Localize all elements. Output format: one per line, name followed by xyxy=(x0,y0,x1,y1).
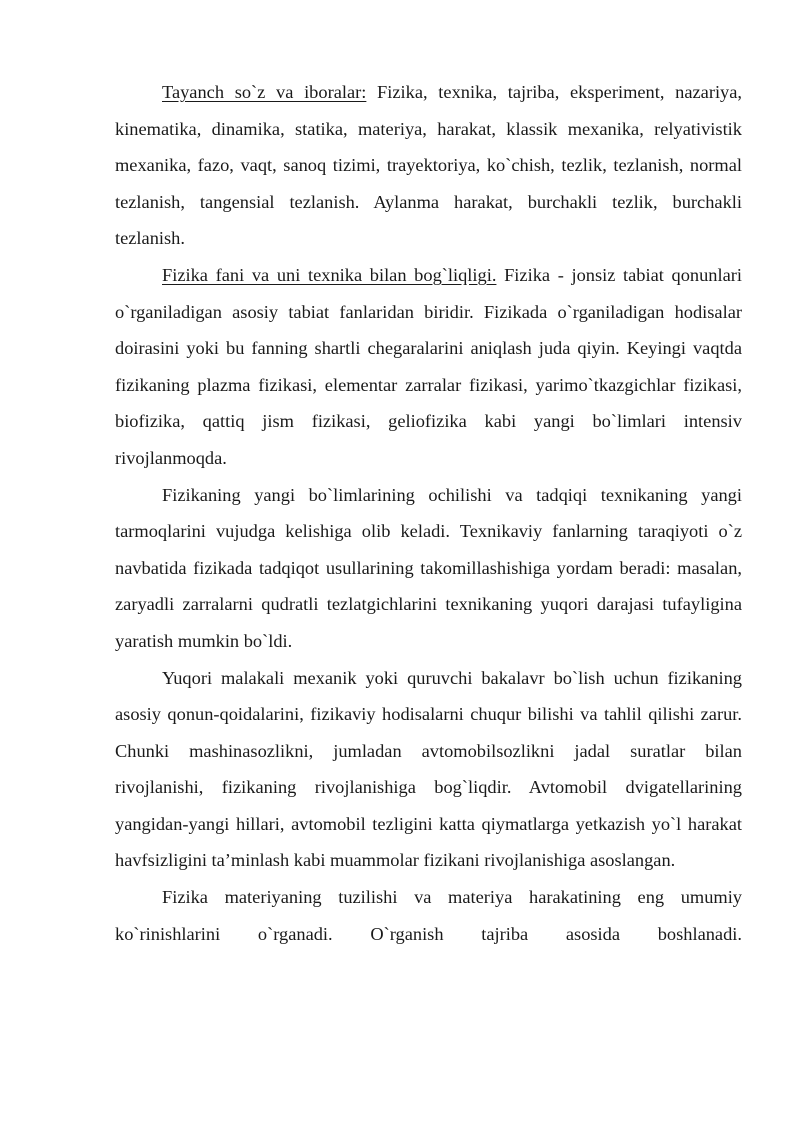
physics-technology-heading: Fizika fani va uni texnika bilan bog`liqligi. xyxy=(162,264,497,285)
keywords-heading: Tayanch so`z va iboralar: xyxy=(162,82,367,102)
paragraph-engineers xyxy=(115,660,742,880)
paragraph-matter-text: Fizika materiyaning tuzilishi va materiya harakatining eng umumiy ko`rinishlarini o`rganadi. O`rganish tajriba asosida boshlanadi. xyxy=(115,887,742,944)
physics-technology-paragraph xyxy=(115,257,742,477)
keywords-text: Fizika, texnika, tajriba, eksperiment, nazariya, kinematika, dinamika, statika, materiya, harakat, klassik mexanika, relyativistik mexanika, fazo, vaqt, sanoq tizimi, trayektoriya, ko`chish, tezlik, tezlanish, normal tezlanish, tangensial tezlanish. Aylanma harakat, burchakli tezlik, burchakli tezlanish. xyxy=(115,82,743,249)
keywords-paragraph xyxy=(115,74,742,257)
paragraph-matter xyxy=(115,879,742,952)
document-page xyxy=(115,74,742,952)
paragraph-new-branches xyxy=(115,477,742,660)
physics-technology-text: Fizika - jonsiz tabiat qonunlari o`rganiladigan asosiy tabiat fanlaridan biridir. Fizikada o`rganiladigan hodisalar doirasini yoki bu fanning shartli chegaralarini aniqlash juda qiyin. Keyingi vaqtda fizikaning plazma fizikasi, elementar zarralar fizikasi, yarimo`tkazgichlar fizikasi, biofizika, qattiq jism fizikasi, geliofizika kabi yangi bo`limlari intensiv rivojlanmoqda. xyxy=(115,264,743,468)
paragraph-engineers-text: Yuqori malakali mexanik yoki quruvchi bakalavr bo`lish uchun fizikaning asosiy qonun-qoidalarini, fizikaviy hodisalarni chuqur bilishi va tahlil qilishi zarur. Chunki mashinasozlikni, jumladan avtomobilsozlikni jadal suratlar bilan rivojlanishi, fizikaning rivojlanishiga bog`liqdir. Avtomobil dvigatellarining yangidan-yangi hillari, avtomobil tezligini katta qiymatlarga yetkazish yo`l harakat havfsizligini ta’minlash kabi muammolar fizikani rivojlanishiga asoslangan. xyxy=(115,667,742,871)
paragraph-new-branches-text: Fizikaning yangi bo`limlarining ochilishi va tadqiqi texnikaning yangi tarmoqlarini vujudga kelishiga olib keladi. Texnikaviy fanlarning taraqiyoti o`z navbatida fizikada tadqiqot usullarining takomillashishiga yordam beradi: masalan, zaryadli zarralarni qudratli tezlatgichlarini texnikaning yuqori darajasi tufayligina yaratish mumkin bo`ldi. xyxy=(115,484,742,651)
